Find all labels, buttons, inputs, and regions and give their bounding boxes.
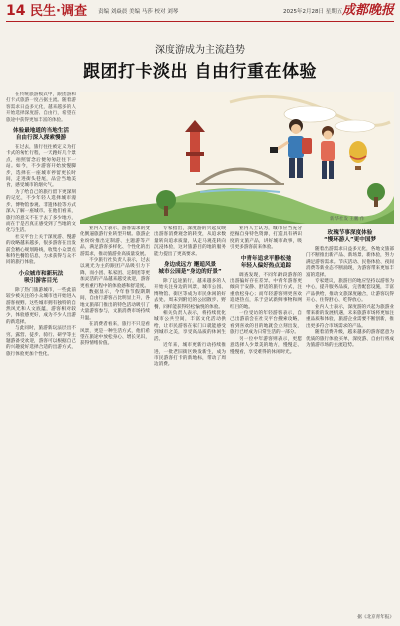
source-note: 据《北京青年报》	[357, 615, 394, 620]
subheading: 中青年追求平静松弛 年轻人偏好热点追踪	[240, 255, 292, 269]
article-column-a	[6, 92, 76, 620]
paragraph: 业内人士表示，游客需求的变化倒逼旅游行业转型升级。旅游企业纷纷推出定制游、主题游等产品，满足游客多样化、个性化的出游需求，推动旅游业高质量发展。	[80, 226, 150, 257]
masthead	[6, 3, 394, 22]
paragraph: 一位受访的年轻游客表示，自己出游前会在社交平台搜索攻略，看到喜欢的目的地就会立刻出发，旅行已经成为日常生活的一部分。	[230, 311, 302, 336]
paragraph: 除了热门旅游城市，一些此前较少被关注的小众城市也开始进入游客视野。这些城市拥有独特的自然风光和人文底蕴，游客相对较少，体验感更好，成为不少人出游的新选择。	[6, 287, 76, 325]
editors-line: 责编 刘焱晨 美编 马莎 校对 刘琴	[98, 9, 179, 15]
subheading: 玫瑰节事深度体验 “慢环游人”更中国梦	[323, 230, 377, 243]
paragraph: 相关负责人表示，将持续优化城市公共空间，丰富文化活动供给，让市民游客在家门口就能感受到城市之美，享受高品质的休闲生活。	[154, 311, 226, 342]
paragraph: 调查发现，不同年龄段游客的出游偏好存在差异。中青年游客更倾向于安静、舒适的旅行方式，注重放松身心；而年轻游客则更喜欢追逐热点，乐于尝试新鲜事物和网红目的地。	[230, 272, 302, 310]
paragraph: 随着消费升级，越来越多的游客愿意为优质的旅行体验买单，深度游、自由行将成为旅游市场的主流趋势。	[306, 330, 394, 349]
paragraph: 不少旅行社负责人表示，过去以观光为主的跟团产品吸引力下降，而小团、私家团、定制团等更加灵活的产品越来越受欢迎，游客更看重行程中的体验感和舒适度。	[80, 258, 150, 289]
section-name: 民生·调查	[30, 4, 87, 19]
paragraph: 为了给自己的旅行留下更深刻的记忆，不少年轻人选择城市漫步、博物馆参观、非遗体验等方式深入了解一座城市。在他们看来，旅行的意义不在于去了多少地方，而在于是否真正感受到了当地的文化与生活。	[6, 189, 76, 234]
travel-illustration	[80, 92, 394, 224]
paragraph: 在过去，旅行往往被定义为打卡式的匆忙行程，一天跑好几个景点，拍照留念后便匆匆赶往下一站。如今，不少游客开始放慢脚步，选择在一座城市停留更长时间，走进街头巷尾，品尝当地美食，感受城市的烟火气。	[6, 145, 76, 189]
paragraph: 专家建议，旅游目的地应坚持以游客为中心，提升服务品质，完善配套设施，丰富产品供给，推动文旅深度融合，让游客玩得开心、住得舒心、吃得放心。	[306, 279, 394, 304]
subheading: 身边成远方 邂逅风景 城市公园是“身边的好景”	[158, 262, 222, 276]
paragraph: 社交平台上关于深度游、慢游的攻略越来越多，很多游客在出发前会精心规划路线，收集小众景点和特色餐馆信息，力求获得与众不同的旅行体验。	[6, 234, 76, 266]
article-column-c	[154, 226, 226, 620]
page-number: 14	[6, 3, 26, 19]
paragraph: 数据显示，今年春节假期期间，自由行游客占比明显上升，各地文旅部门推出的特色活动吸引了大量游客参与，文旅消费市场持续升温。	[80, 290, 150, 321]
paragraph: 在消费者看来，旅行不只是看风景，更是一种生活方式，他们希望在旅途中放松身心、增长见识，获得情绪价值。	[80, 322, 150, 347]
illustration-credit: 新华社发 王鹏 作	[330, 217, 365, 222]
headline-kicker: 深度游成为主流趋势	[155, 45, 245, 56]
paragraph: 业内人士表示，深度游的兴起为旅游业带来新的发展机遇，未来旅游市场将更加注重品质和体验，旅游企业需要不断创新，推出更多符合市场需求的产品。	[306, 304, 394, 329]
paragraph: 近年来，城市更新行动持续推进，一批老旧街区焕发新生，成为市民游客打卡的新地标，带动了周边消费。	[154, 343, 226, 368]
paragraph: 与此同时，旅游新玩法层出不穷。露营、徒步、骑行、研学等主题游备受欢迎，游客可以根据自己的兴趣爱好选择合适的出游方式，旅行体验更加个性化。	[6, 326, 76, 357]
paragraph: 业内人士认为，城市应当充分挖掘自身特色资源，打造具有辨识度的文旅产品，讲好城市故事，吸引更多游客前来体验。	[230, 226, 302, 251]
subheading: 小众城市和新玩法 吸引游客目光	[18, 270, 64, 284]
paragraph: 专家指出，深度游的兴起反映出游客消费观念的转变，从追求数量转向追求质量，从走马观花转向沉浸体验，这对旅游目的地的服务能力提出了更高要求。	[154, 226, 226, 257]
subheading: 体验最地道的当地生活 自由行深入探索慢游	[13, 128, 69, 142]
paragraph: 另一位中年游客则表示，更愿意选择人少景美的地方，慢慢走、慢慢看，享受难得的休闲时光。	[230, 336, 302, 355]
newspaper-logo: 成都晚报	[341, 3, 394, 18]
paragraph: 随着出游需求日益多元化，各地文旅部门不断推出新产品、新场景、新体验，努力满足游客需求。节庆活动、民俗体验、夜间消费等新业态不断涌现，为游客带来更加丰富的选择。	[306, 247, 394, 278]
article-lead: 在传统旅游模式中，跟团游和打卡式旅游一度占据主流。随着游客需求日益多元化，越来越多的人开始选择深度游、自由行，希望在旅途中获得更加丰富的体验。	[6, 92, 76, 123]
paragraph: 除了远途旅行，越来越多的人开始关注身边的风景，城市公园、博物馆、街区等成为市民休闲的好去处。周末到附近的公园散步、野餐，同样能获得轻松愉悦的体验。	[154, 279, 226, 310]
headline-title: 跟团打卡淡出 自由行重在体验	[83, 62, 317, 82]
article-column-d	[230, 226, 302, 620]
article-column-e	[306, 226, 394, 612]
issue-date: 2025年2月28日 星期五	[283, 9, 343, 15]
article-column-b	[80, 226, 150, 620]
section-title	[6, 3, 87, 20]
